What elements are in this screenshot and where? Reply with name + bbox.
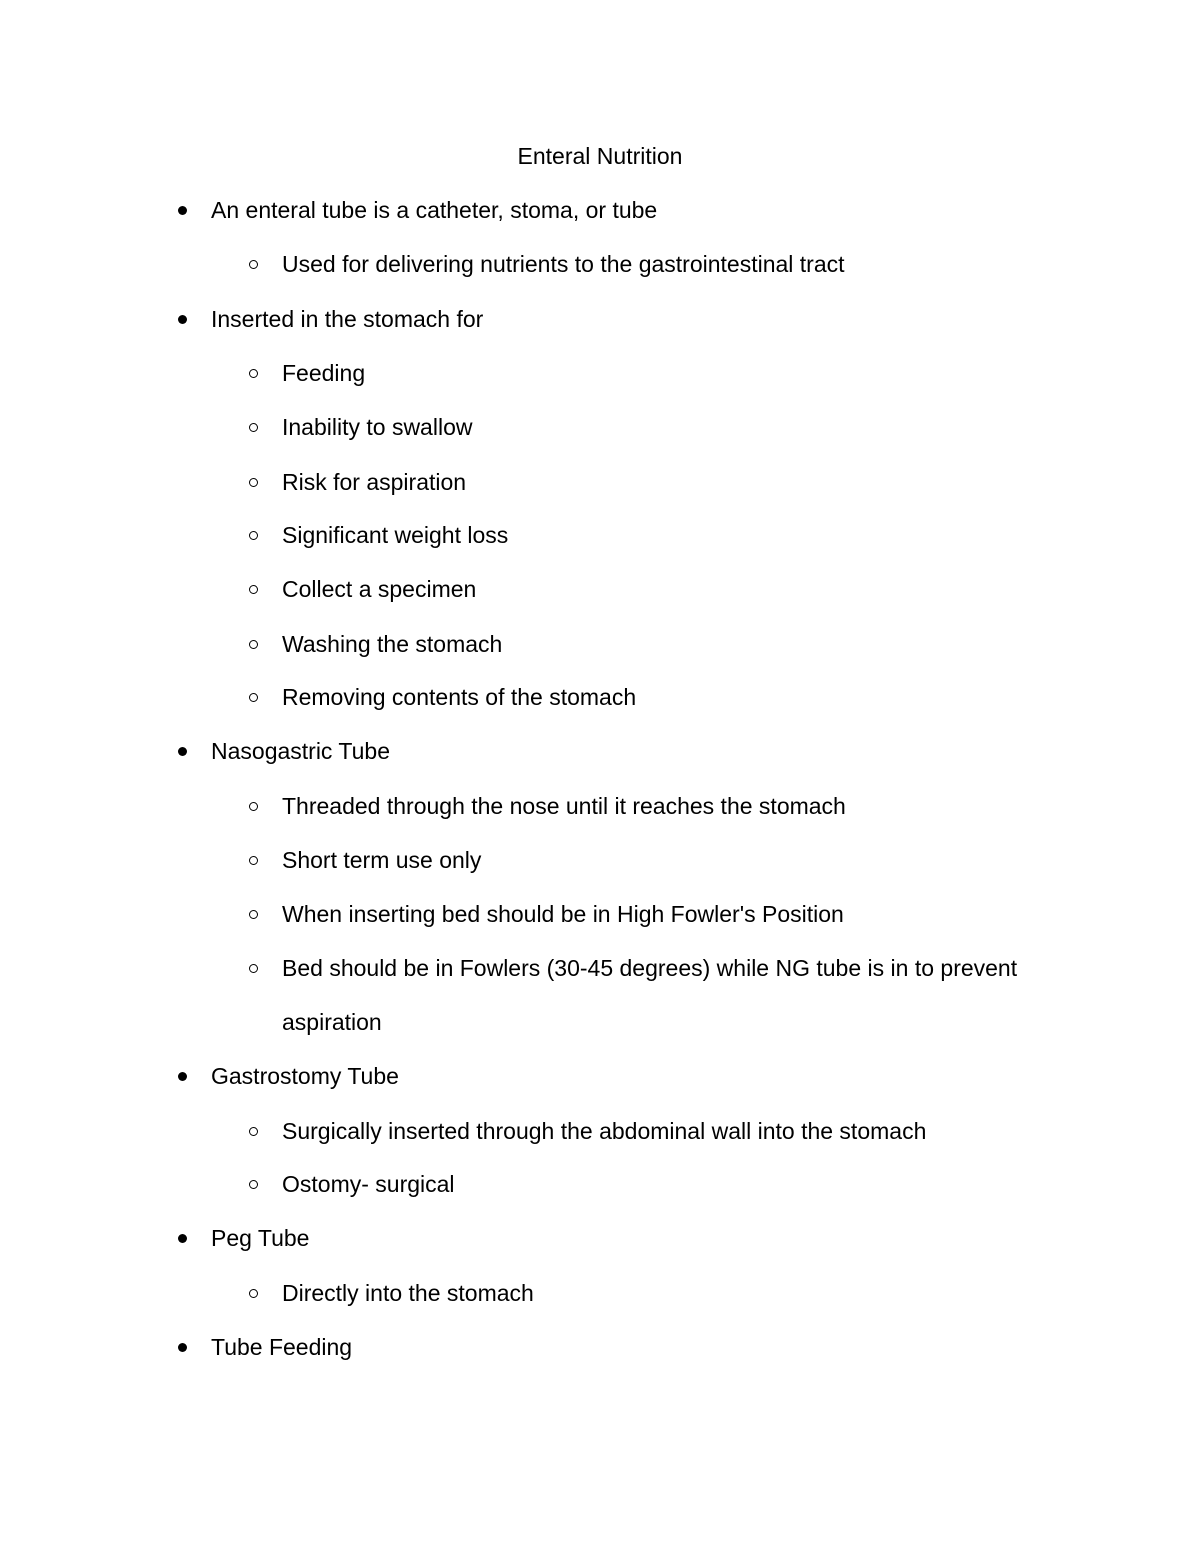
list-item-text: Tube Feeding [211,1334,353,1360]
list-item [211,195,657,225]
hollow-bullet-icon [249,585,258,594]
sub-list-item [282,412,472,442]
sub-list-item [282,845,481,875]
sub-list-item-text: Short term use only [282,847,482,873]
sub-list-item-text: Risk for aspiration [282,469,467,495]
sub-list-item-text: Used for delivering nutrients to the gastrointestinal tract [282,251,845,277]
sub-list-item-text: Directly into the stomach [282,1280,534,1306]
hollow-bullet-icon [249,369,258,378]
list-item [211,1332,352,1362]
filled-bullet-icon [178,747,187,756]
hollow-bullet-icon [249,964,258,973]
sub-list-item-text: Inability to swallow [282,414,473,440]
sub-list-item-text: Washing the stomach [282,631,503,657]
hollow-bullet-icon [249,531,258,540]
hollow-bullet-icon [249,423,258,432]
list-item-text: Peg Tube [211,1225,310,1251]
sub-list-item-continuation: aspiration [282,1009,382,1035]
sub-list-item [282,629,502,659]
list-item-text: Inserted in the stomach for [211,306,484,332]
sub-list-item [282,1116,926,1146]
sub-list-item-text: Feeding [282,360,366,386]
sub-list-item [282,520,508,550]
sub-list-item-text: When inserting bed should be in High Fowler's Position [282,901,844,927]
filled-bullet-icon [178,206,187,215]
sub-list-item [282,249,845,279]
filled-bullet-icon [178,315,187,324]
sub-list-item [282,1278,534,1308]
hollow-bullet-icon [249,1127,258,1136]
sub-list-item [282,467,466,497]
sub-list-item-text: Removing contents of the stomach [282,684,637,710]
filled-bullet-icon [178,1072,187,1081]
list-item [211,1061,399,1091]
sub-list-item [282,899,844,929]
document-title: Enteral Nutrition [517,143,683,169]
list-item-text: An enteral tube is a catheter, stoma, or tube [211,197,658,223]
sub-list-item-text: Threaded through the nose until it reaches the stomach [282,793,846,819]
filled-bullet-icon [178,1234,187,1243]
hollow-bullet-icon [249,910,258,919]
sub-list-item-text: Ostomy- surgical [282,1171,455,1197]
sub-list-item [282,682,636,712]
list-item-text: Nasogastric Tube [211,738,390,764]
hollow-bullet-icon [249,802,258,811]
sub-list-item-text: Surgically inserted through the abdominal wall into the stomach [282,1118,927,1144]
hollow-bullet-icon [249,640,258,649]
filled-bullet-icon [178,1343,187,1352]
list-item [211,1223,309,1253]
sub-list-item-text: Collect a specimen [282,576,477,602]
sub-list-item [282,1169,455,1199]
sub-list-item [282,574,476,604]
sub-list-item [282,358,365,388]
hollow-bullet-icon [249,856,258,865]
list-item [211,304,483,334]
hollow-bullet-icon [249,693,258,702]
sub-list-item-text: Bed should be in Fowlers (30-45 degrees) while NG tube is in to prevent [282,955,1018,981]
list-item [211,736,390,766]
hollow-bullet-icon [249,1180,258,1189]
sub-list-item-text: Significant weight loss [282,522,509,548]
sub-list-item [282,791,846,821]
hollow-bullet-icon [249,260,258,269]
sub-list-item [282,953,1017,983]
list-item-text: Gastrostomy Tube [211,1063,399,1089]
hollow-bullet-icon [249,1289,258,1298]
hollow-bullet-icon [249,478,258,487]
